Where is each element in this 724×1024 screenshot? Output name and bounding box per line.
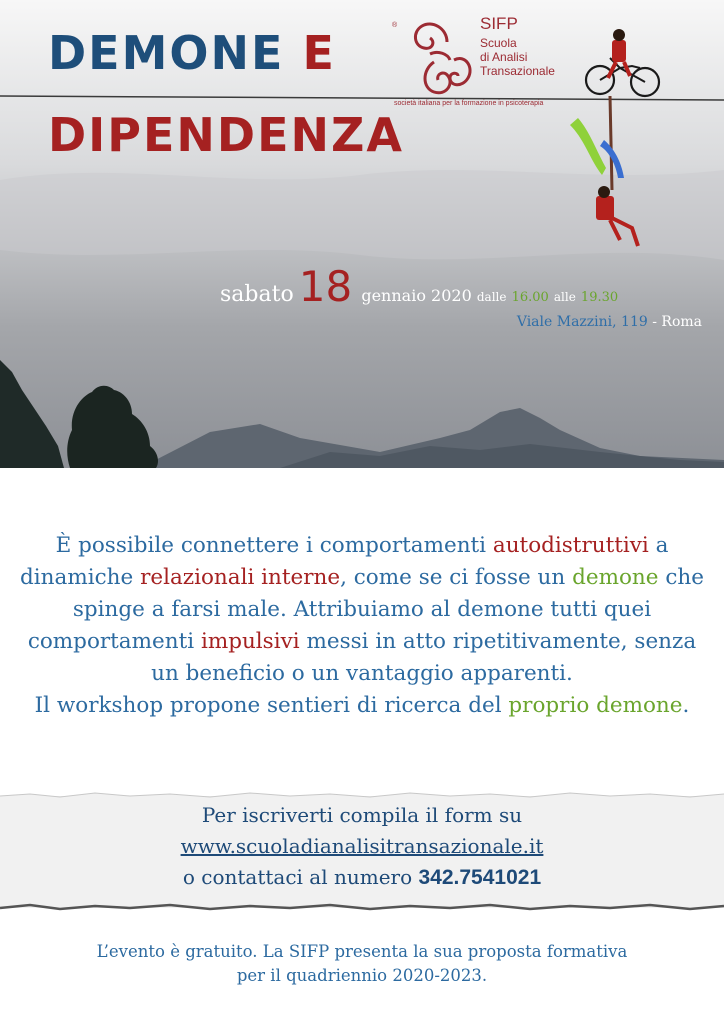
registered-mark: ® [392,22,398,29]
page-title-line2: DIPENDENZA [48,108,404,162]
hero-image [0,0,724,468]
address-street: Viale Mazzini, 119 [516,314,648,330]
logo-name-line2: di Analisi [480,50,528,64]
desc-text: È possibile connettere i comportamenti [55,533,493,558]
title-word-e: E [302,26,336,80]
website-link[interactable]: www.scuoladianalisitransazionale.it [180,834,544,858]
desc-text: Il workshop propone sentieri di ricerca del [34,693,509,718]
highlight-impulsivi: impulsivi [200,629,300,654]
contact-intro: Per iscriverti compila il form su [201,803,523,827]
event-end-time: 19.30 [580,290,619,305]
address-city: Roma [661,314,702,330]
footer-note [0,940,724,988]
highlight-relazionali-interne: relazionali interne [140,565,341,590]
highlight-autodistruttivi: autodistruttivi [492,533,649,558]
logo-name-line3: Transazionale [480,64,555,78]
event-date [220,262,720,311]
event-day: 18 [298,262,353,311]
sifp-logo [392,14,592,114]
contact-phone-label: o contattaci al numero [182,865,413,889]
time-to-label: alle [553,290,576,304]
phone-number[interactable]: 342.7541021 [418,866,542,889]
highlight-demone: demone [572,565,659,590]
event-address [517,314,702,330]
desc-text: . [682,693,690,718]
desc-text: messi in atto ripetitivamente, senza un beneficio o un vantaggio apparenti. [151,629,697,686]
title-word-demone: DEMONE [48,26,285,80]
desc-text: a dinamiche [20,533,669,590]
logo-school-name [480,36,590,78]
event-start-time: 16.00 [511,290,549,305]
triskelion-logo-icon [392,14,482,104]
time-from-label: dalle [476,290,507,304]
event-description [20,530,704,722]
event-month-year: gennaio 2020 [361,286,472,305]
footer-line1: L’evento è gratuito. La SIFP presenta la sua proposta formativa [96,942,628,961]
contact-section [0,800,724,893]
footer-line2: per il quadriennio 2020-2023. [236,966,488,985]
address-separator: - [652,314,657,330]
highlight-proprio-demone: proprio demone [508,693,683,718]
torn-edge-bottom [0,900,724,916]
logo-abbreviation: SIFP [480,14,518,33]
event-weekday: sabato [220,282,294,307]
page-title-line1 [48,26,336,80]
desc-text: , come se ci fosse un [340,565,573,590]
logo-tagline: società italiana per la formazione in psicoterapia [394,100,544,107]
desc-text: che spinge a farsi male. Attribuiamo al demone tutti quei comportamenti [27,565,704,654]
logo-name-line1: Scuola [480,36,517,50]
